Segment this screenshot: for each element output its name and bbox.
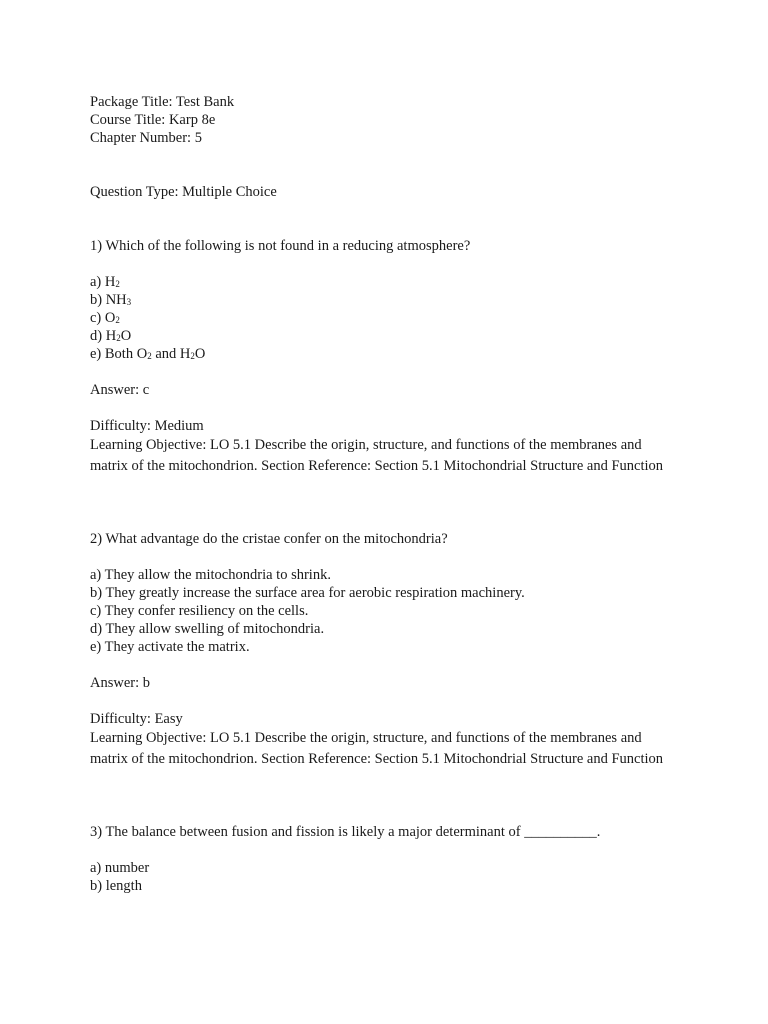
question-prompt: 3) The balance between fusion and fission is likely a major determinant of __________. — [90, 824, 601, 840]
answer: Answer: c — [90, 382, 150, 398]
option-b: b) $NH_3$ — [90, 292, 132, 308]
question-type: Question Type: Multiple Choice — [90, 184, 277, 200]
option-c: c) $O_2$ — [90, 310, 120, 326]
option-b: b) length — [90, 878, 142, 894]
option-list — [90, 566, 680, 656]
option-a: a) $H_2$ — [90, 274, 120, 290]
question-3 — [90, 823, 680, 895]
question-prompt: 1) Which of the following is not found in a reducing atmosphere? — [90, 238, 471, 254]
package-title: Package Title: Test Bank — [90, 94, 235, 110]
course-title: Course Title: Karp 8e — [90, 112, 216, 128]
question-2 — [90, 530, 680, 769]
option-d: d) They allow swelling of mitochondria. — [90, 621, 325, 637]
option-c: c) They confer resiliency on the cells. — [90, 603, 309, 619]
question-1 — [90, 237, 680, 476]
difficulty: Difficulty: Easy — [90, 711, 183, 727]
document-header — [90, 93, 680, 147]
option-e: e) Both $O_2$ and $H_2O$ — [90, 346, 206, 362]
question-prompt: 2) What advantage do the cristae confer on the mitochondria? — [90, 531, 448, 547]
difficulty: Difficulty: Medium — [90, 418, 204, 434]
answer: Answer: b — [90, 675, 151, 691]
chapter-number: Chapter Number: 5 — [90, 130, 202, 146]
option-b: b) They greatly increase the surface area for aerobic respiration machinery. — [90, 585, 525, 601]
document-page — [90, 93, 680, 895]
learning-objective: Learning Objective: LO 5.1 Describe the origin, structure, and functions of the membranes and matrix of the mitochondrion. Section Reference: Section 5.1 Mitochondrial Structure and Function — [90, 437, 664, 474]
option-e: e) They activate the matrix. — [90, 639, 250, 655]
option-a: a) They allow the mitochondria to shrink. — [90, 567, 331, 583]
option-list — [90, 273, 680, 363]
option-d: d) $H_2O$ — [90, 328, 132, 344]
option-list — [90, 859, 680, 895]
learning-objective: Learning Objective: LO 5.1 Describe the origin, structure, and functions of the membranes and matrix of the mitochondrion. Section Reference: Section 5.1 Mitochondrial Structure and Function — [90, 730, 664, 767]
option-a: a) number — [90, 860, 150, 876]
